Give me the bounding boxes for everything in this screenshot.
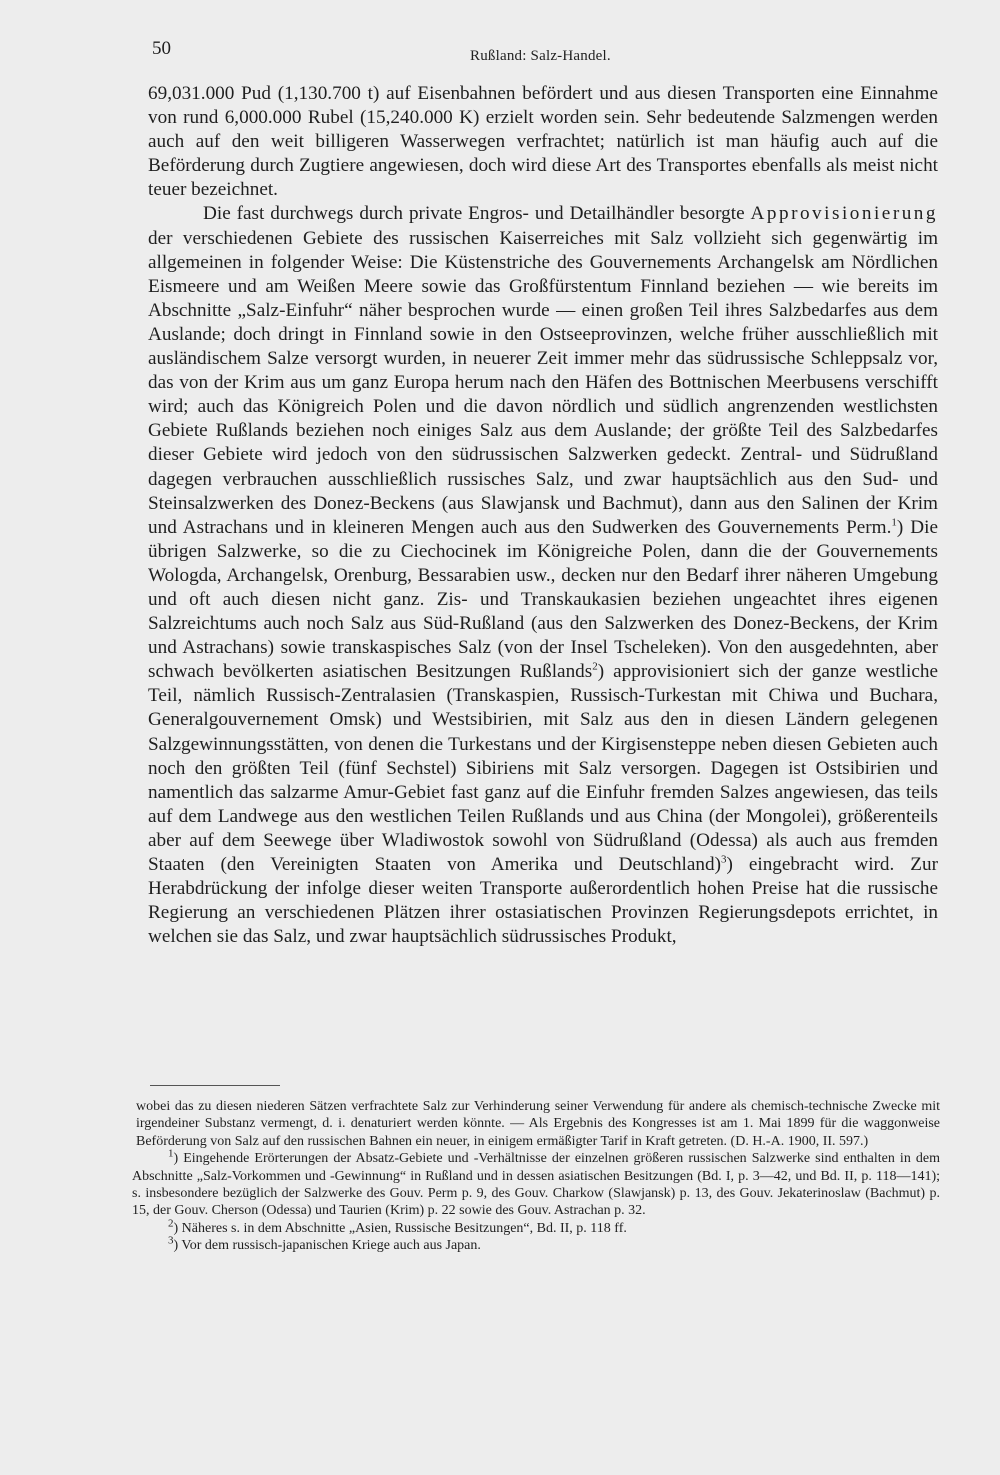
- paragraph-2-part-f: ) eingebracht wird. Zur Herabdrückung der infolge dieser weiten Transporte außerordentlich hohen Preise hat die russische Regierung an verschiedenen Plätzen ihrer ostasiatischen Provinzen Regierungsdepots errichtet, in welchen sie das Salz, und zwar hauptsächlich südrussisches Produkt,: [148, 854, 938, 948]
- footnote-3-mark: 3: [168, 1234, 174, 1247]
- running-head: Rußland: Salz-Handel.: [470, 48, 611, 64]
- footnote-ref-1: 1: [891, 516, 897, 529]
- body-text: [148, 82, 938, 949]
- paragraph-1: 69,031.000 Pud (1,130.700 t) auf Eisenbahnen befördert und aus diesen Transporten eine Einnahme von rund 6,000.000 Rubel (15,240.000 K) erzielt worden sein. Sehr bedeutende Salzmengen werden auch auf den weit billigeren Wasserwegen verfrachtet; natürlich ist man häufig auch auf die Beförderung durch Zugtiere angewiesen, doch wird diese Art des Transportes ebenfalls als meist nicht teuer bezeichnet.: [148, 83, 938, 201]
- footnotes: [132, 1098, 940, 1255]
- footnote-3: [132, 1234, 940, 1254]
- footnote-ref-2: 2: [592, 660, 598, 673]
- footnote-ref-3: 3: [720, 853, 727, 866]
- paragraph-2-part-a: Die fast durchwegs durch private Engros- und Detailhändler besorgte: [203, 203, 751, 225]
- paragraph-2-part-c: der verschiedenen Gebiete des russischen Kaiserreiches mit Salz vollzieht sich gegenwärtig im allgemeinen in folgender Weise: Die Küstenstriche des Gouvernements Archangelsk am Nördlichen Eismeere und am Weißen Meere sowie das Großfürstentum Finnland beziehen — wie bereits im Abschnitte „Salz-Einfuhr“ näher besprochen wurde — einen großen Teil ihres Salzbedarfes aus dem Auslande; doch dringt in Finnland sowie in den Ostseeprovinzen, welche früher ausschließlich mit ausländischem Salze versorgt wurden, in neuerer Zeit immer mehr das südrussische Schleppsalz vor, das von der Krim aus um ganz Europa herum nach den Häfen des Bottnischen Meerbusens verschifft wird; auch das Königreich Polen und die davon nördlich und südlich angrenzenden westlichsten Gebiete Rußlands beziehen noch einiges Salz aus dem Auslande; der größte Teil des Salzbedarfes dieser Gebiete wird jedoch von den südrussischen Salzwerken gedeckt. Zentral- und Südrußland dagegen verbrauchen ausschließlich russisches Salz, und zwar hauptsächlich aus den Sud- und Steinsalzwerken des Donez-Beckens (aus Slawjansk und Bachmut), dann aus den Salinen der Krim und Astrachans und in kleineren Mengen auch aus den Sudwerken des Gouvernements Perm.: [148, 227, 938, 538]
- paragraph-2: [148, 202, 938, 949]
- footnote-3-text: ) Vor dem russisch-japanischen Kriege auch aus Japan.: [173, 1238, 481, 1254]
- footnote-2: [132, 1217, 940, 1237]
- page-header: [150, 38, 940, 68]
- footnote-1-mark: 1: [168, 1147, 174, 1160]
- footnote-1-text: ) Eingehende Erörterungen der Absatz-Gebiete und -Verhältnisse der einzelnen größeren russischen Salzwerke sind enthalten in dem Abschnitte „Salz-Vorkommen und -Gewinnung“ in Rußland und in dessen asiatischen Besitzungen (Bd. I, p. 3—42, und Bd. II, p. 118—141); s. insbesondere bezüglich der Salzwerke des Gouv. Perm p. 9, des Gouv. Charkow (Slawjansk) p. 13, des Gouv. Jekaterinoslaw (Bachmut) p. 15, der Gouv. Cherson (Odessa) und Taurien (Krim) p. 22 sowie des Gouv. Astrachan p. 32.: [132, 1151, 940, 1219]
- footnote-continuation: wobei das zu diesen niederen Sätzen verfrachtete Salz zur Verhinderung seiner Verwendung für andere als chemisch-technische Zwecke mit irgendeiner Substanz vermengt, d. i. denaturiert werden könnte. — Als Ergebnis des Kongresses ist am 1. Mai 1899 für die waggonweise Beförderung von Salz auf den russischen Bahnen ein neuer, in einigem ermäßigter Tarif in Kraft getreten. (D. H.-A. 1900, II. 597.): [136, 1099, 940, 1149]
- footnote-divider: [150, 1085, 280, 1086]
- paragraph-2-part-d: ) Die übrigen Salzwerke, so die zu Ciechocinek im Königreiche Polen, dann die der Gouvernements Wologda, Archangelsk, Orenburg, Bessarabien usw., decken nur den Bedarf ihrer näheren Umgebung und oft auch diesen nicht ganz. Zis- und Transkaukasien beziehen ungeachtet ihres eigenen Salzreichtums auch noch Salz aus Süd-Rußland (aus den Salzwerken des Donez-Beckens, der Krim und Astrachans) sowie transkaspisches Salz (von der Insel Tscheleken). Von den ausgedehnten, aber schwach bevölkerten asiatischen Besitzungen Rußlands: [148, 516, 939, 683]
- footnote-1: [132, 1147, 940, 1220]
- paragraph-2-part-e: ) approvisioniert sich der ganze westliche Teil, nämlich Russisch-Zentralasien (Transkaspien, Russisch-Turkestan mit Chiwa und Buchara, Generalgouvernement Omsk) und Westsibirien, mit Salz aus den in diesen Ländern gelegenen Salzgewinnungsstätten, von denen die Turkestans und der Kirgisensteppe neben diesen Gebieten auch noch den größten Teil (fünf Sechstel) Sibiriens mit Salz versorgen. Dagegen ist Ostsibirien und namentlich das salzarme Amur-Gebiet fast ganz auf die Einfuhr fremden Salzes angewiesen, das teils auf dem Landwege aus den westlichen Teilen Rußlands und aus China (der Mongolei), größerenteils aber auf dem Seewege über Wladiwostok sowohl von Südrußland (Odessa) als auch aus fremden Staaten (den Vereinigten Staaten von Amerika und Deutschland): [148, 661, 938, 875]
- page-number: 50: [152, 38, 171, 59]
- spaced-term: Approvisionierung: [750, 203, 938, 225]
- footnote-2-mark: 2: [168, 1217, 174, 1230]
- footnote-2-text: ) Näheres s. in dem Abschnitte „Asien, Russische Besitzungen“, Bd. II, p. 118 ff.: [173, 1220, 627, 1236]
